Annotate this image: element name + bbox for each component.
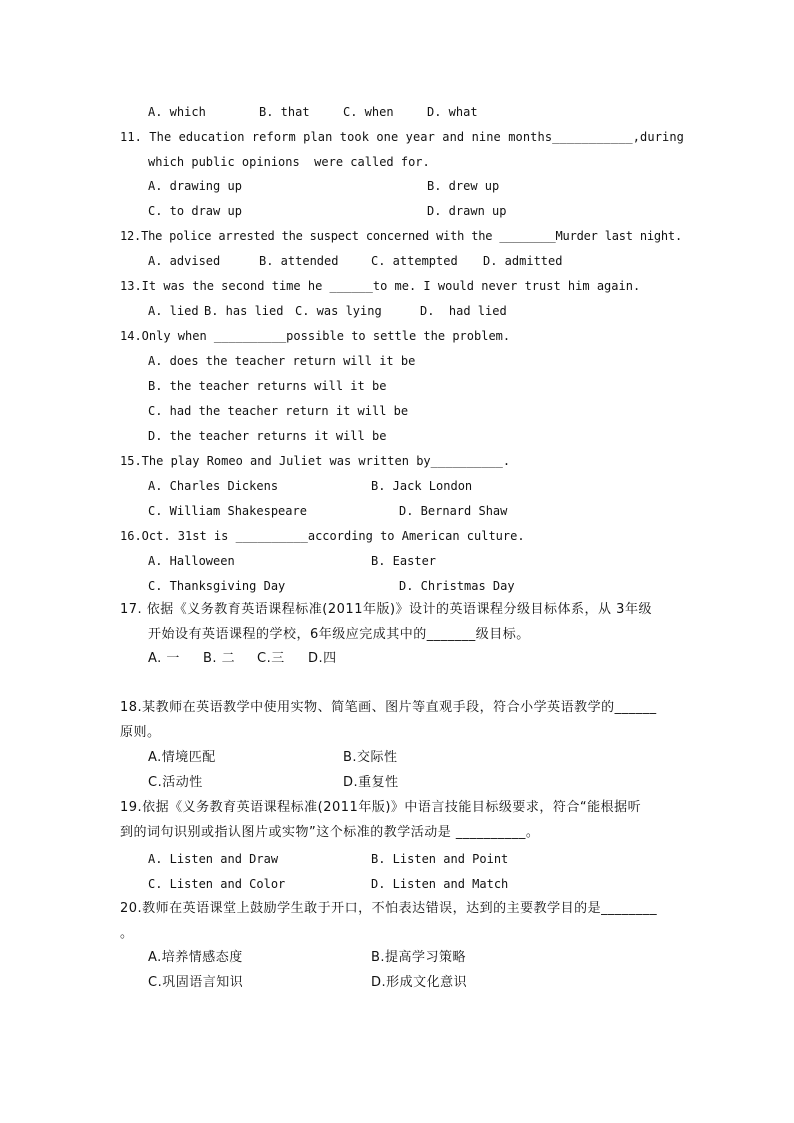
question-stem: 到的词句识别或指认图片或实物”这个标准的教学活动是 __________。 bbox=[120, 825, 540, 840]
option-c: C. to draw up bbox=[148, 204, 242, 218]
option-c: C.活动性 bbox=[148, 775, 203, 790]
option-a: A. drawing up bbox=[148, 179, 242, 193]
option-d: D. Christmas Day bbox=[399, 579, 515, 593]
question-stem: 13.It was the second time he ______to me. I would never trust him again. bbox=[120, 279, 641, 293]
question-stem: 20.教师在英语课堂上鼓励学生敢于开口，不怕表达错误，达到的主要教学目的是________ bbox=[120, 901, 658, 916]
option-b: B. Listen and Point bbox=[371, 852, 509, 866]
question-stem: 15.The play Romeo and Juliet was written by__________. bbox=[120, 454, 511, 468]
option-a: A. Listen and Draw bbox=[148, 852, 279, 866]
option-b: B. Jack London bbox=[371, 479, 473, 493]
option-a: A. advised bbox=[148, 254, 221, 268]
question-stem: 开始设有英语课程的学校，6年级应完成其中的_______级目标。 bbox=[148, 627, 530, 642]
option-a: A. which bbox=[148, 105, 206, 119]
option-d: D. what bbox=[427, 105, 478, 119]
question-stem: which public opinions were called for. bbox=[148, 155, 430, 169]
option-c: C. attempted bbox=[371, 254, 458, 268]
option-d: D. Listen and Match bbox=[371, 877, 509, 891]
option-d: D. admitted bbox=[483, 254, 563, 268]
option-a: A. Halloween bbox=[148, 554, 235, 568]
option-d: D.形成文化意识 bbox=[371, 975, 468, 990]
option-b: B.提高学习策略 bbox=[371, 950, 467, 965]
option-c: C. was lying bbox=[295, 304, 382, 318]
option-c: C.三 bbox=[257, 651, 285, 666]
option-a: A.情境匹配 bbox=[148, 750, 216, 765]
option-d: D. had lied bbox=[420, 304, 507, 318]
option-d: D.重复性 bbox=[343, 775, 399, 790]
option-d: D. drawn up bbox=[427, 204, 507, 218]
option-c: C. had the teacher return it will be bbox=[148, 404, 409, 418]
option-c: C. William Shakespeare bbox=[148, 504, 307, 518]
question-stem: 11. The education reform plan took one year and nine months___________,during bbox=[120, 130, 684, 144]
option-a: A.培养情感态度 bbox=[148, 950, 243, 965]
question-stem: 14.Only when __________possible to settle the problem. bbox=[120, 329, 511, 343]
option-b: B. drew up bbox=[427, 179, 500, 193]
option-d: D. the teacher returns it will be bbox=[148, 429, 387, 443]
option-a: A. 一 bbox=[148, 651, 180, 666]
question-stem: 。 bbox=[120, 926, 134, 941]
option-b: B. attended bbox=[259, 254, 339, 268]
option-b: B. that bbox=[259, 105, 310, 119]
question-stem: 17. 依据《义务教育英语课程标准(2011年版)》设计的英语课程分级目标体系，从 3年级 bbox=[120, 602, 652, 617]
option-c: C. Thanksgiving Day bbox=[148, 579, 286, 593]
option-a: A. Charles Dickens bbox=[148, 479, 279, 493]
option-b: B. has lied bbox=[204, 304, 284, 318]
option-b: B. 二 bbox=[203, 651, 236, 666]
question-stem: 19.依据《义务教育英语课程标准(2011年版)》中语言技能目标级要求，符合“能根据听 bbox=[120, 800, 642, 815]
option-a: A. lied bbox=[148, 304, 199, 318]
option-b: B. Easter bbox=[371, 554, 437, 568]
question-stem: 18.某教师在英语教学中使用实物、简笔画、图片等直观手段，符合小学英语教学的______ bbox=[120, 700, 657, 715]
option-d: D. Bernard Shaw bbox=[399, 504, 508, 518]
option-b: B.交际性 bbox=[343, 750, 398, 765]
question-stem: 16.Oct. 31st is __________according to American culture. bbox=[120, 529, 525, 543]
option-a: A. does the teacher return will it be bbox=[148, 354, 416, 368]
question-stem: 12.The police arrested the suspect concerned with the ________Murder last night. bbox=[120, 229, 682, 243]
question-stem: 原则。 bbox=[120, 725, 161, 740]
option-b: B. the teacher returns will it be bbox=[148, 379, 387, 393]
option-c: C. Listen and Color bbox=[148, 877, 286, 891]
option-c: C. when bbox=[343, 105, 394, 119]
option-c: C.巩固语言知识 bbox=[148, 975, 244, 990]
option-d: D.四 bbox=[308, 651, 337, 666]
